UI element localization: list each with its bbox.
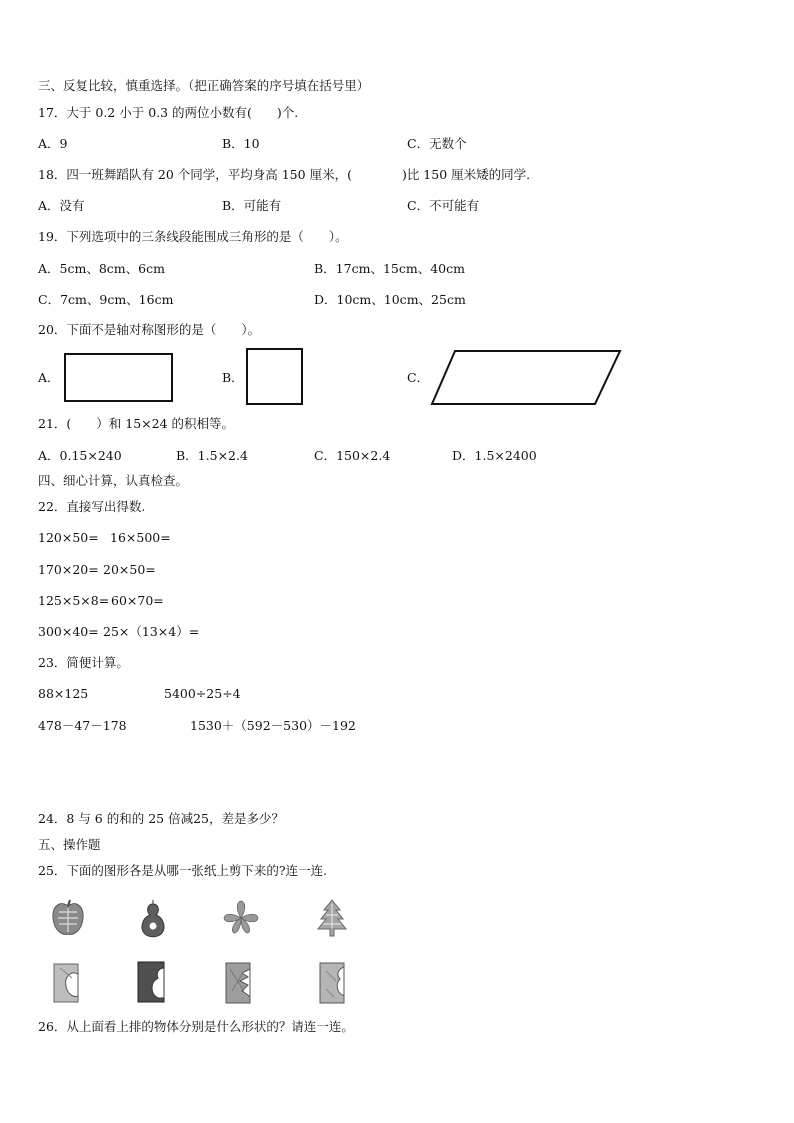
rectangle-shape	[64, 353, 174, 403]
paper-apple-icon	[52, 962, 82, 1004]
q23-expr-3: 478－47－178	[38, 718, 127, 733]
gourd-shape-icon	[138, 898, 168, 938]
q22-expr-2: 16×500=	[110, 530, 171, 545]
apple-shape-icon	[50, 898, 86, 938]
q19-option-a: A．5cm、8cm、6cm	[38, 261, 165, 276]
question-20-stem: 20．下面不是轴对称图形的是（ ）。	[38, 322, 261, 337]
section-5-heading: 五、操作题	[38, 837, 101, 852]
q17-option-a: A．9	[38, 136, 68, 151]
question-24-stem: 24．8 与 6 的和的 25 倍减25，差是多少？	[38, 811, 284, 826]
section-4-heading: 四、细心计算，认真检查。	[38, 473, 189, 488]
q23-expr-2: 5400÷25÷4	[164, 686, 241, 701]
q17-option-c: C．无数个	[407, 136, 467, 151]
question-25-stem: 25．下面的图形各是从哪一张纸上剪下来的?连一连.	[38, 863, 328, 878]
q20-option-a: A．	[38, 370, 60, 385]
q19-option-d: D．10cm、10cm、25cm	[314, 292, 466, 307]
question-19-stem: 19．下列选项中的三条线段能围成三角形的是（ ）。	[38, 229, 348, 244]
q19-option-c: C．7cm、9cm、16cm	[38, 292, 174, 307]
q22-expr-6: 60×70=	[111, 593, 164, 608]
flower-shape-icon	[222, 900, 260, 936]
q18-option-c: C．不可能有	[407, 198, 480, 213]
question-18-stem: 18．四一班舞蹈队有 20 个同学，平均身高 150 厘米，( )比 150 厘米矮的同学.	[38, 167, 531, 182]
q22-expr-8: 25×（13×4）=	[103, 624, 200, 639]
question-22-stem: 22．直接写出得数.	[38, 499, 146, 514]
q22-expr-7: 300×40=	[38, 624, 99, 639]
q23-expr-4: 1530＋（592－530）－192	[190, 718, 356, 733]
q21-option-c: C．150×2.4	[314, 448, 391, 463]
square-shape	[246, 348, 304, 406]
question-26-stem: 26．从上面看上排的物体分别是什么形状的？请连一连。	[38, 1019, 354, 1034]
q21-option-d: D．1.5×2400	[452, 448, 537, 463]
q22-expr-5: 125×5×8=	[38, 593, 110, 608]
q23-expr-1: 88×125	[38, 686, 89, 701]
q19-option-b: B．17cm、15cm、40cm	[314, 261, 465, 276]
section-3-heading: 三、反复比较，慎重选择。（把正确答案的序号填在括号里）	[38, 78, 370, 93]
q20-option-b: B．	[222, 370, 244, 385]
paper-tree-icon	[318, 961, 348, 1005]
tree-shape-icon	[316, 898, 348, 938]
question-23-stem: 23．简便计算。	[38, 655, 129, 670]
q20-option-c: C．	[407, 370, 430, 385]
q18-option-b: B．可能有	[222, 198, 282, 213]
q21-option-b: B．1.5×2.4	[176, 448, 248, 463]
paper-flower-icon	[224, 961, 254, 1005]
parallelogram-shape	[430, 349, 624, 407]
q21-option-a: A．0.15×240	[38, 448, 122, 463]
paper-gourd-icon	[136, 960, 166, 1004]
question-21-stem: 21．( ）和 15×24 的积相等。	[38, 416, 235, 431]
q22-expr-1: 120×50=	[38, 530, 99, 545]
q17-option-b: B．10	[222, 136, 260, 151]
question-17-stem: 17．大于 0.2 小于 0.3 的两位小数有( )个.	[38, 105, 299, 120]
q22-expr-4: 20×50=	[103, 562, 156, 577]
q22-expr-3: 170×20=	[38, 562, 99, 577]
q18-option-a: A．没有	[38, 198, 85, 213]
